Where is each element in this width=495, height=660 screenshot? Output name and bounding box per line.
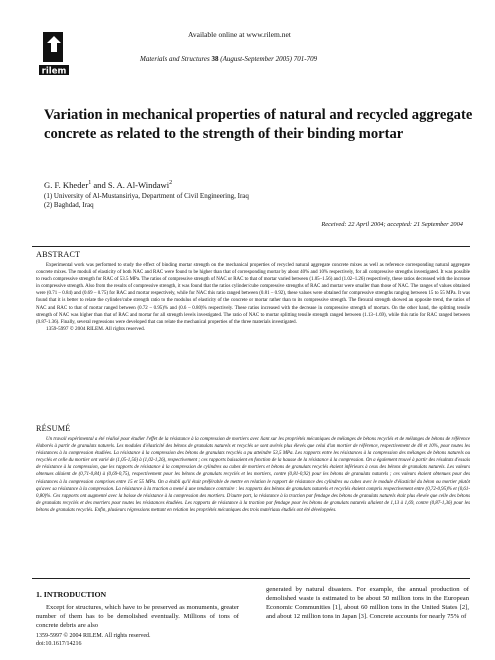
author-list (44, 180, 172, 190)
journal-citation (140, 55, 317, 63)
abstract-paragraph: Experimental work was performed to study the effect of binding mortar strength on the mechanical properties of recycled natural aggregate concrete mixes as well as reference corresponding natural aggregate concrete mixes. The moduli of elasticity of both NAC and RAC were found to be higher than that of corresponding mortar by about 40% and 10% respectively, for all compressive strengths investigated. It was possible to reach compressive strength for RAC of 53.5 MPa. The ratios of compressive strength of NAC or RAC to that of mortar varied between (1.05–1.56) and (1.02–1.26) respectively, these ratios decreased with the increase in compressive strength. Also from the results of compressive strength, it was found that the ratios cylinder/cube compressive strengths of RAC and mortar were smaller than those of NAC. The ranges of values obtained were (0.71 – 0.84) and (0.69 – 0.75) for RAC and mortar respectively, while for NAC this ratio ranged between (0.81 – 0.92), these values were obtained for compressive strengths ranging between 15 to 55 MPa. It was found that it is better to relate the cylinder/cube strength ratio to the modulus of elasticity of the concrete or mortar rather than to its compressive strength. The flexural strength showed an opposite trend, the ratios of NAC and RAC to that of mortar ranged between (0.72 – 0.95)% and (0.6 – 0.80)% respectively. These ratios increased with the decrease in compressive strength of mortars. On the other hand, the splitting tensile strength of NAC was higher than that of RAC and mortar for all strength levels investigated. The ratio of NAC to mortar splitting tensile strength ranged between (1.13–1.69), while this ratio for RAC ranged between (0.87-1.36). Finally, several regressions were developed that can relate the mechanical properties of the three materials investigated. (36, 263, 470, 325)
journal-name: Materials and Structures (140, 55, 210, 63)
author-name: S. A. Al-Windawi (107, 180, 170, 190)
affiliation: (1) University of Al-Mustansiriya, Department of Civil Engineering, Iraq (44, 192, 249, 200)
availability-notice: Available online at www.rilem.net (188, 30, 291, 39)
resume-heading: RÉSUMÉ (36, 424, 71, 433)
resume-bottom-rule (32, 578, 470, 579)
author-separator: and (91, 180, 108, 190)
abstract-copyright: 1359-5997 © 2004 RILEM. All rights reserved. (46, 325, 146, 332)
author-affiliation-marker: 1 (88, 180, 92, 187)
resume-body (36, 436, 470, 514)
intro-paragraph-right: generated by natural disasters. For example, the annual production of demolished waste is estimated to be about 50 million tons in the European Economic Communities [1], about 60 million tons in the United States [2], and about 12 million tons in Japan [3]. Concrete accounts for nearly 75% of (266, 586, 469, 621)
author-name: G. F. Kheder (44, 180, 89, 190)
affiliation: (2) Baghdad, Iraq (44, 201, 94, 210)
abstract-body (36, 262, 470, 333)
abstract-heading: ABSTRACT (36, 250, 81, 259)
page-footer (36, 632, 151, 648)
footer-doi: doi:10.1617/14216 (36, 641, 82, 647)
journal-issue-pages: (August-September 2005) 701-709 (220, 55, 318, 63)
svg-text:rilem: rilem (41, 66, 67, 77)
intro-paragraph-left: Except for structures, which have to be preserved as monuments, greater number of them has to be demolished eventually. Millions of tons of concrete debris are also (36, 604, 239, 630)
abstract-top-rule (32, 246, 470, 247)
received-dates: Received: 22 April 2004; accepted: 21 September 2004 (321, 221, 463, 228)
journal-volume: 38 (211, 55, 219, 63)
section-heading-introduction: 1. INTRODUCTION (36, 590, 107, 599)
footer-copyright: 1359-5997 © 2004 RILEM. All rights reserved. (36, 633, 151, 639)
affiliations (44, 192, 249, 210)
article-title: Variation in mechanical properties of natural and recycled aggregate concrete as related to the strength of their binding mortar (44, 107, 473, 142)
rilem-logo (37, 30, 71, 78)
author-affiliation-marker: 2 (169, 180, 173, 187)
resume-paragraph: Un travail expérimental a été réalisé pour étudier l'effet de la résistance à la compression de mortiers avec liant sur les propriétés mécaniques de mélanges de bétons recyclés et de mélanges de bétons de référence élaborés à partir de granulats naturels. Les modules d'élasticité des bétons de granulats naturels et recyclés se sont avérés plus élevés que celui d'un mortier de référence, respectivement de 40 et 10%, pour toutes les résistances à la compression étudiées. La résistance à la compression des bétons de granulats recyclés a pu atteindre 53,5 MPa. Les rapports entre les résistances à la compression des mélanges de bétons naturels ou recyclés et celle du mortier ont varié de (1,05-1,56) à (1,02-1,26), respectivement ; ces rapports baissaient en fonction de la hausse de la résistance à la compression. On a également trouvé à partir des résultats d'essais de résistance à la compression, que les rapports de résistance à la compression de cylindres ou cubes de mortiers et bétons de granulats recyclés étaient inférieurs à ceux des bétons de granulats naturels. Les valeurs obtenues allaient de (0,71-0,84) à (0,69-0,75), respectivement pour les bétons de granulats recyclés et les mortiers, contre (0,81-0,92) pour les bétons de granulats naturels ; ces valeurs étaient obtenues pour des résistances à la compression comprises entre 15 et 55 MPa. On a établi qu'il était préférable de mettre en relation le rapport de résistance des cylindres ou cubes avec le module d'élasticité du béton ou mortier plutôt qu'avec sa résistance à la compression. La résistance à la traction a mené à une tendance contraire : les rapports des bétons de granulats naturels et recyclés étaient compris respectivement entre (0,72-0,95)% et (0,61-0,80)%. Ces rapports ont augmenté avec la baisse de résistance à la compression des mortiers. D'autre part, la résistance à la traction par fendage des bétons de granulats naturels était plus élevée que celle des bétons de granulats recyclés et des mortiers pour toutes les résistances étudiées. Les rapports de résistance à la traction par fendage pour les bétons de granulats naturels allaient de 1,13 à 1,69, contre (0,87-1,36) pour les bétons de granulats recyclés. Enfin, plusieurs régressions mettant en relation les propriétés mécaniques des trois matériaux étudiés ont été développées. (36, 437, 470, 513)
